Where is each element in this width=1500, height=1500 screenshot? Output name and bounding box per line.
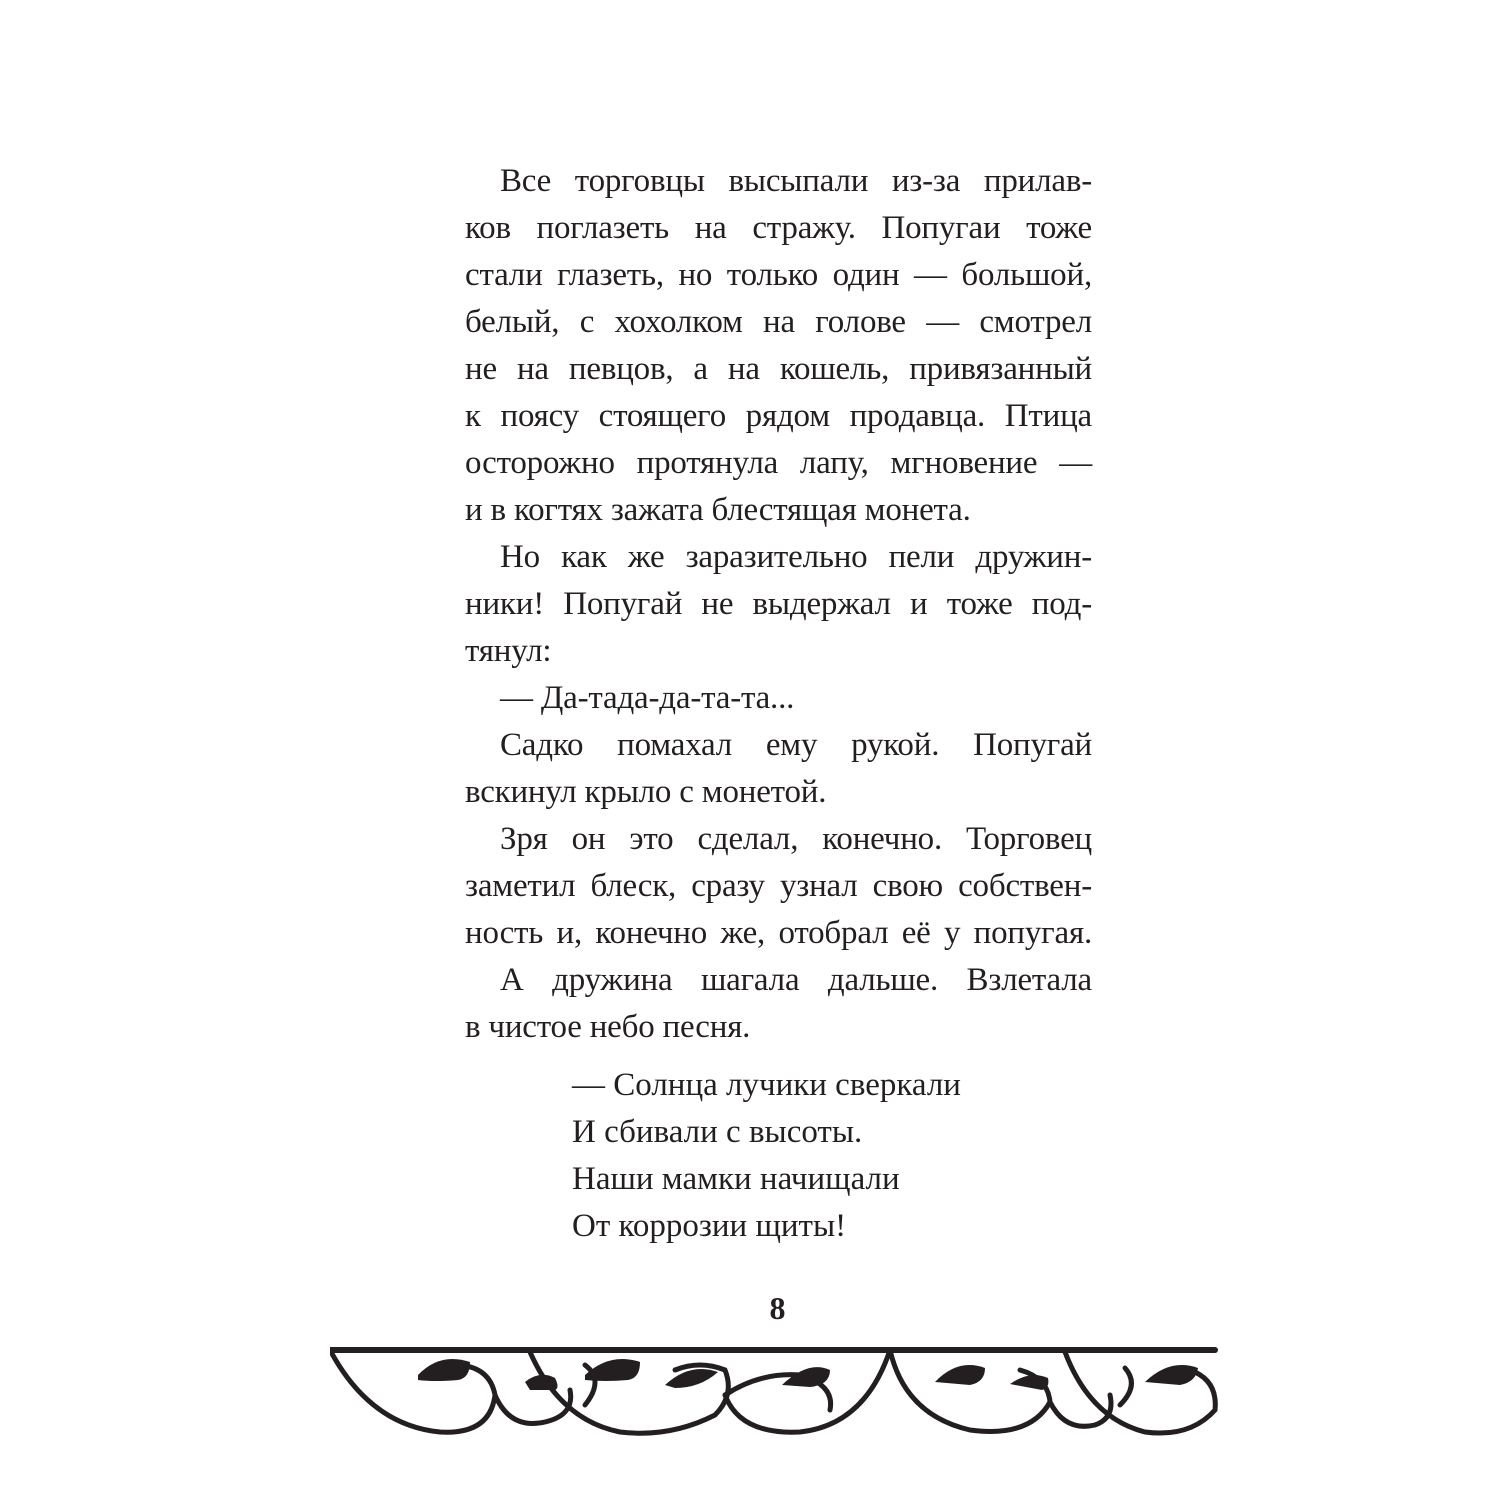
- paragraph-1: [465, 158, 1092, 534]
- text-line: ков поглазеть на стражу. Попугаи тоже: [465, 210, 1092, 246]
- page-number: 8: [769, 1290, 786, 1326]
- text-line: белый, с хохолком на голове — смотрел: [465, 304, 1092, 340]
- text-line: и в когтях зажата блестящая монета.: [465, 492, 971, 528]
- text-line: Зря он это сделал, конечно. Торговец: [500, 821, 1092, 857]
- text-line: заметил блеск, сразу узнал свою собствен-: [465, 868, 1092, 904]
- verse-line: От коррозии щиты!: [572, 1208, 847, 1244]
- verse-line: И сбивали с высоты.: [572, 1114, 863, 1150]
- verse-line: Наши мамки начищали: [572, 1161, 900, 1197]
- text-line: в чистое небо песня.: [465, 1009, 751, 1045]
- text-line: Все торговцы высыпали из-за прилав-: [500, 163, 1092, 199]
- text-line: Но как же заразительно пели дружин-: [500, 539, 1092, 575]
- text-line: ники! Попугай не выдержал и тоже под-: [465, 586, 1092, 622]
- vine-leaf-border-icon: [330, 1340, 1220, 1450]
- text-line: не на певцов, а на кошель, привязанный: [465, 351, 1092, 387]
- text-line: осторожно протянула лапу, мгновение —: [465, 445, 1092, 481]
- text-line: вскинул крыло с монетой.: [465, 774, 827, 810]
- text-line: ность и, конечно же, отобрал её у попугая.: [465, 915, 1092, 951]
- text-column: [465, 158, 1092, 1051]
- text-line: к поясу стоящего рядом продавца. Птица: [465, 398, 1092, 434]
- text-line: А дружина шагала дальше. Взлетала: [500, 962, 1092, 998]
- text-line: — Да-тада-да-та-та...: [500, 680, 795, 716]
- text-line: тянул:: [465, 633, 552, 669]
- paragraph-4: [465, 722, 1092, 816]
- paragraph-5: [465, 816, 1092, 957]
- verse-line: — Солнца лучики сверкали: [572, 1067, 961, 1103]
- text-line: стали глазеть, но только один — большой,: [465, 257, 1092, 293]
- song-verse: [572, 1062, 961, 1250]
- paragraph-6: [465, 957, 1092, 1051]
- paragraph-3-dialogue: [465, 675, 1092, 722]
- paragraph-2: [465, 534, 1092, 675]
- text-line: Садко помахал ему рукой. Попугай: [500, 727, 1092, 763]
